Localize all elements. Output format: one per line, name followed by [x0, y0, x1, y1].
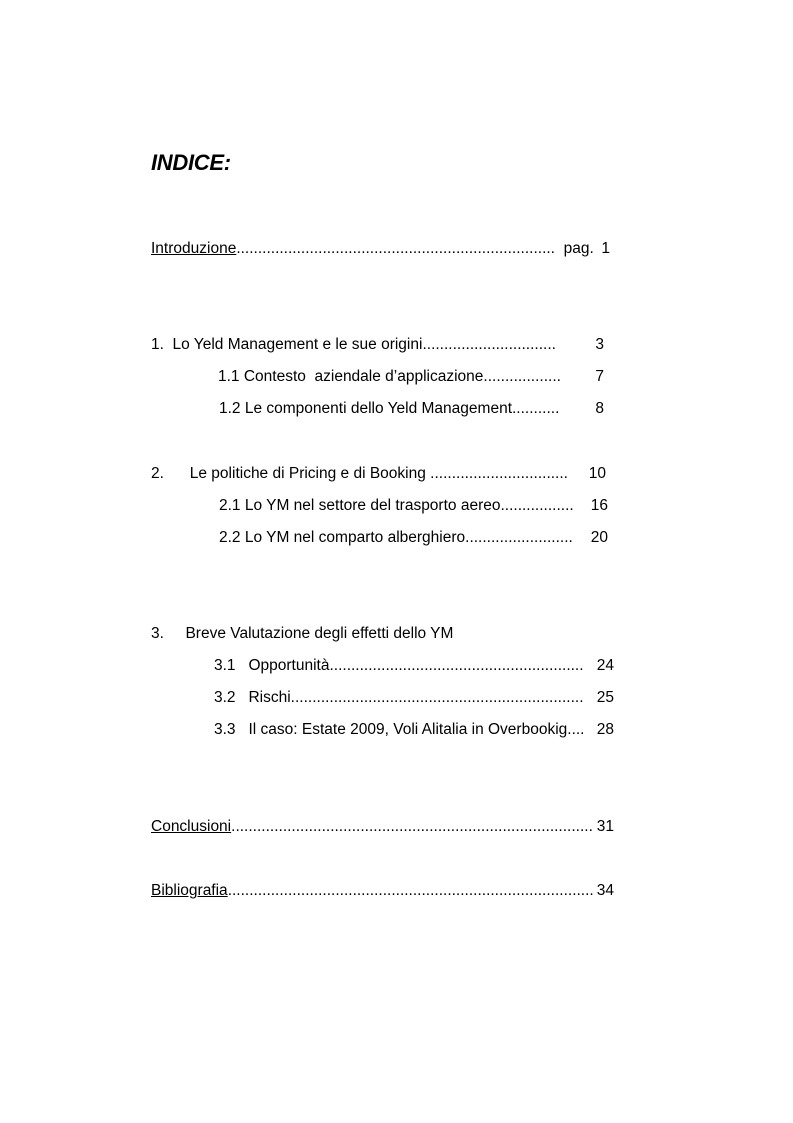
- toc-leader-dots: ....................................................................: [290, 689, 584, 706]
- toc-entry-section-2-2: [219, 528, 573, 548]
- toc-label: Bibliografia: [151, 882, 228, 899]
- toc-entry-section-3-2: [214, 688, 584, 708]
- toc-leader-dots: ...............................: [422, 336, 556, 353]
- toc-entry-section-3: [151, 624, 453, 644]
- toc-page-number: 3: [595, 336, 604, 353]
- toc-leader-dots: ....................................................................................: [231, 818, 593, 835]
- toc-page-number: 20: [590, 529, 608, 546]
- toc-page-number: 10: [588, 465, 606, 482]
- toc-label: 2. Le politiche di Pricing e di Booking: [151, 465, 431, 482]
- toc-leader-dots: .....................................................................................: [227, 882, 594, 899]
- toc-entry-section-3-3: [214, 720, 585, 740]
- toc-label: 2.1 Lo YM nel settore del trasporto aereo: [219, 497, 501, 514]
- toc-entry-section-2-1: [219, 496, 574, 516]
- toc-page-prefix: pag.: [555, 240, 594, 257]
- toc-page-number: 34: [596, 882, 614, 899]
- toc-label: 3.3 Il caso: Estate 2009, Voli Alitalia in Overbookig: [214, 721, 568, 738]
- toc-leader-dots: .................: [500, 497, 574, 514]
- toc-leader-dots: ................................: [430, 465, 568, 482]
- toc-leader-dots: ...........................................................: [329, 657, 584, 674]
- toc-leader-dots: ..................: [483, 368, 561, 385]
- toc-page-number: 16: [590, 497, 608, 514]
- toc-entry-section-1-1: [218, 367, 561, 387]
- toc-leader-dots: ....: [567, 721, 585, 738]
- toc-page-number: 25: [596, 689, 614, 706]
- toc-page-number: 31: [596, 818, 614, 835]
- toc-label: 1.1 Contesto aziendale d’applicazione: [218, 368, 484, 385]
- toc-entry-conclusioni: [151, 817, 593, 837]
- toc-page-number: 7: [595, 368, 604, 385]
- toc-page-number: 24: [596, 657, 614, 674]
- toc-leader-dots: ...........: [512, 400, 560, 417]
- toc-label: Introduzione: [151, 240, 237, 257]
- page-title: INDICE:: [151, 150, 231, 175]
- toc-page-number: 28: [596, 721, 614, 738]
- toc-leader-dots: ..........................................................................: [236, 240, 555, 257]
- toc-label: 3.1 Opportunità: [214, 657, 330, 674]
- toc-label: Conclusioni: [151, 818, 232, 835]
- toc-entry-section-3-1: [214, 656, 584, 676]
- toc-label: 2.2 Lo YM nel comparto alberghiero: [219, 529, 466, 546]
- toc-label: 1. Lo Yeld Management e le sue origini: [151, 336, 423, 353]
- toc-page-number: 8: [595, 400, 604, 417]
- toc-entry-section-1-2: [219, 399, 559, 419]
- toc-label: 3.2 Rischi: [214, 689, 291, 706]
- toc-entry-section-2: [151, 464, 568, 484]
- toc-label: 3. Breve Valutazione degli effetti dello YM: [151, 625, 454, 642]
- toc-entry-bibliografia: [151, 881, 594, 901]
- toc-leader-dots: .........................: [465, 529, 573, 546]
- toc-entry-section-1: [151, 335, 556, 355]
- toc-label: 1.2 Le componenti dello Yeld Management: [219, 400, 512, 417]
- toc-page-number: 1: [601, 240, 610, 257]
- toc-entry-introduzione: [151, 239, 594, 259]
